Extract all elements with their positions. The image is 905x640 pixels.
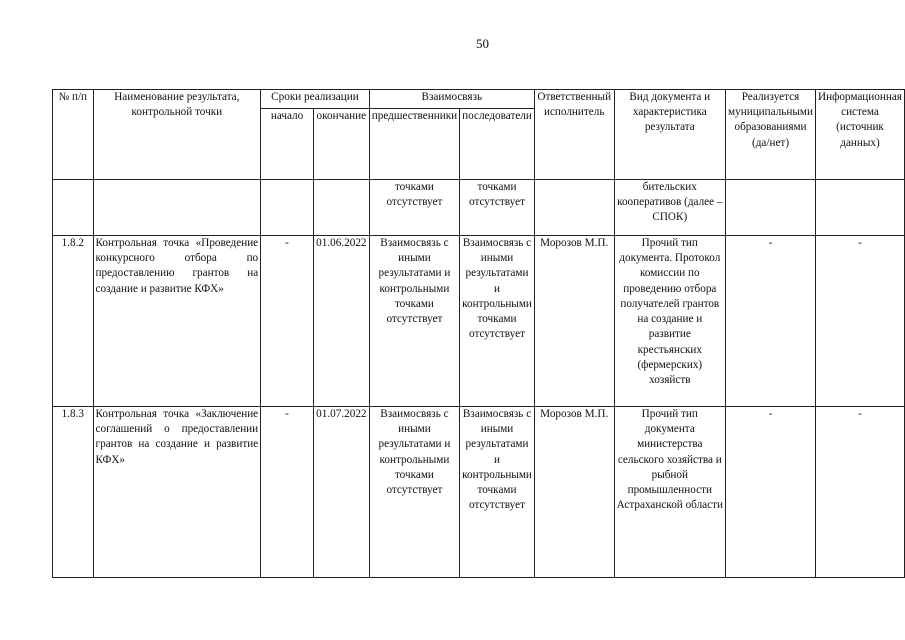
header-links: Взаимосвязь <box>369 90 534 109</box>
row-name: Контрольная точка «Проведение конкурсного отбора по предоставлению грантов на создание и развитие КФХ» <box>93 236 261 407</box>
continuation-succ: точками отсутствует <box>460 180 535 236</box>
row-municipal: - <box>726 236 816 407</box>
header-start: начало <box>261 109 314 180</box>
row-pred: Взаимосвязь с иными результатами и контрольными точками отсутствует <box>369 236 459 407</box>
row-doc: Прочий тип документа министерства сельского хозяйства и рыбной промышленности Астраханской области <box>614 407 726 578</box>
header-successors: последователи <box>460 109 535 180</box>
header-name: Наименование результата, контрольной точки <box>93 90 261 180</box>
table-row <box>53 236 905 407</box>
row-end: 01.07.2022 <box>313 407 369 578</box>
row-doc: Прочий тип документа. Протокол комиссии по проведению отбора получателей грантов на создание и развитие крестьянских (фермерских) хозяйств <box>614 236 726 407</box>
header-row-1 <box>53 90 905 109</box>
row-start: - <box>261 236 314 407</box>
header-predecessors: предшественники <box>369 109 459 180</box>
row-info-system: - <box>815 407 904 578</box>
header-end: окончание <box>313 109 369 180</box>
row-responsible: Морозов М.П. <box>534 407 614 578</box>
row-succ: Взаимосвязь с иными результатами и контрольными точками отсутствует <box>460 407 535 578</box>
table-row <box>53 407 905 578</box>
row-pred: Взаимосвязь с иными результатами и контрольными точками отсутствует <box>369 407 459 578</box>
row-num: 1.8.3 <box>53 407 94 578</box>
row-info-system: - <box>815 236 904 407</box>
continuation-doc: бительских кооперативов (далее – СПОК) <box>614 180 726 236</box>
header-doc-type: Вид документа и характеристика результата <box>614 90 726 180</box>
row-responsible: Морозов М.П. <box>534 236 614 407</box>
row-start: - <box>261 407 314 578</box>
continuation-pred: точками отсутствует <box>369 180 459 236</box>
continuation-row <box>53 180 905 236</box>
header-num: № п/п <box>53 90 94 180</box>
row-succ: Взаимосвязь с иными результатами и контрольными точками отсутствует <box>460 236 535 407</box>
row-name: Контрольная точка «Заключение соглашений о предоставлении грантов на создание и развитие КФХ» <box>93 407 261 578</box>
header-responsible: Ответственный исполнитель <box>534 90 614 180</box>
header-info-system: Информационная система (источник данных) <box>815 90 904 180</box>
header-municipal: Реализуется муниципальными образованиями (да/нет) <box>726 90 816 180</box>
row-municipal: - <box>726 407 816 578</box>
control-points-table <box>52 89 905 578</box>
row-num: 1.8.2 <box>53 236 94 407</box>
row-end: 01.06.2022 <box>313 236 369 407</box>
page-number: 50 <box>476 36 489 51</box>
header-terms: Сроки реализации <box>261 90 370 109</box>
